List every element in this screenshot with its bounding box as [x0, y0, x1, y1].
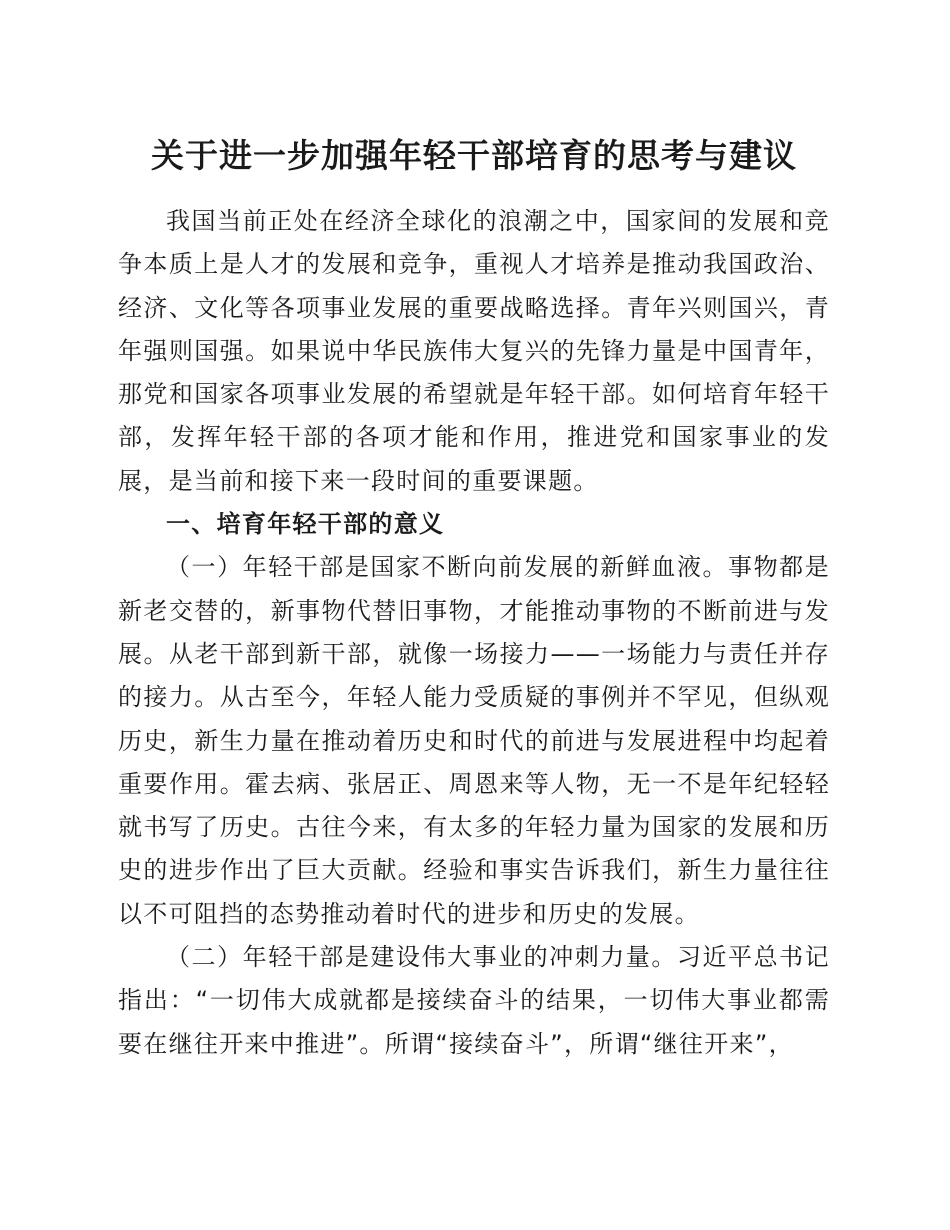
document-title: 关于进一步加强年轻干部培育的思考与建议 — [151, 136, 797, 175]
paragraph-2: （二）年轻干部是建设伟大事业的冲刺力量。习近平总书记指出：“一切伟大成就都是接续奋斗的结果，一切伟大事业都需要在继往开来中推进”。所谓“接续奋斗”，所谓“继往开来”， — [118, 943, 830, 1058]
document-body — [118, 200, 830, 1066]
document-page — [118, 128, 830, 1066]
section-heading-1: 一、培育年轻干部的意义 — [166, 510, 445, 539]
paragraph-1: （一）年轻干部是国家不断向前发展的新鲜血液。事物都是新老交替的，新事物代替旧事物，才能推动事物的不断前进与发展。从老干部到新干部，就像一场接力——一场能力与责任并存的接力。从古至今，年轻人能力受质疑的事例并不罕见，但纵观历史，新生力量在推动着历史和时代的前进与发展进程中均起着重要作用。霍去病、张居正、周恩来等人物，无一不是年纪轻轻就书写了历史。古往今来，有太多的年轻力量为国家的发展和历史的进步作出了巨大贡献。经验和事实告诉我们，新生力量往往以不可阻挡的态势推动着时代的进步和历史的发展。 — [118, 553, 830, 928]
intro-paragraph: 我国当前正处在经济全球化的浪潮之中，国家间的发展和竞争本质上是人才的发展和竞争，重视人才培养是推动我国政治、经济、文化等各项事业发展的重要战略选择。青年兴则国兴，青年强则国强。如果说中华民族伟大复兴的先锋力量是中国青年，那党和国家各项事业发展的希望就是年轻干部。如何培育年轻干部，发挥年轻干部的各项才能和作用，推进党和国家事业的发展，是当前和接下来一段时间的重要课题。 — [118, 207, 830, 495]
